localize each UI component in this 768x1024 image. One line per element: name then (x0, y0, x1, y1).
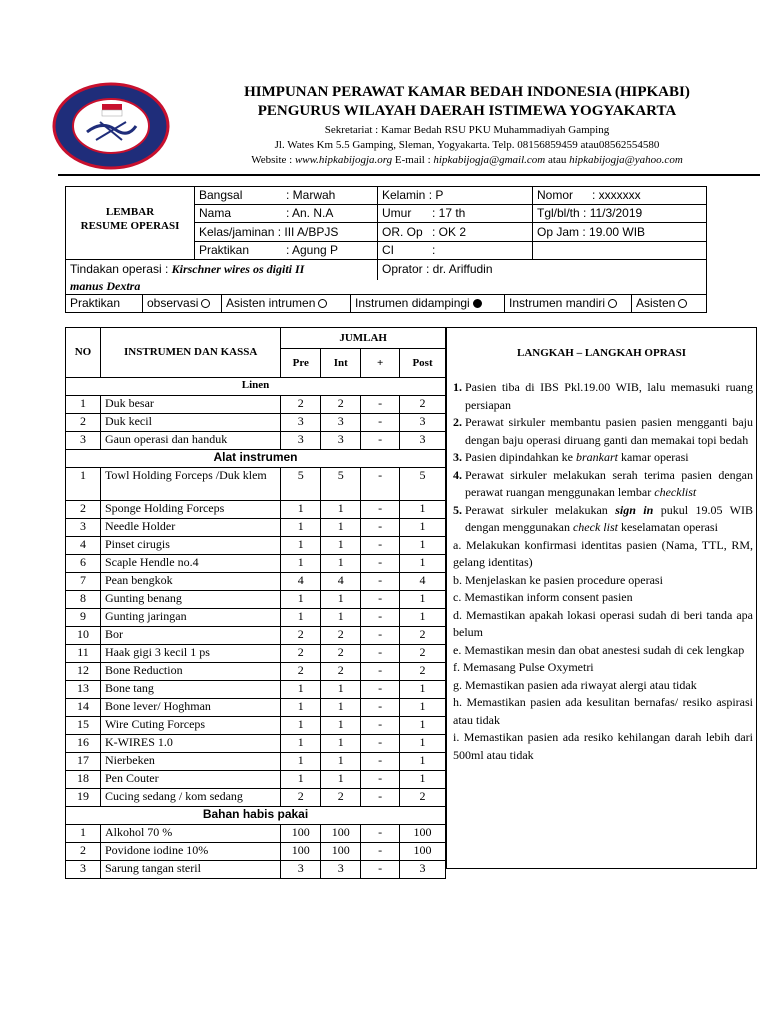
row-plus: - (361, 591, 400, 609)
row-pre: 1 (281, 717, 321, 735)
row-no: 3 (66, 432, 101, 450)
row-plus: - (361, 663, 400, 681)
row-int: 1 (321, 717, 361, 735)
steps-title: LANGKAH – LANGKAH OPRASI (517, 347, 686, 359)
step-number: 4. (453, 467, 462, 482)
row-no: 19 (66, 789, 101, 807)
row-post: 1 (400, 753, 446, 771)
nama-value: : An. N.A (286, 206, 334, 220)
row-no: 3 (66, 861, 101, 879)
row-pre: 1 (281, 609, 321, 627)
row-plus: - (361, 735, 400, 753)
step-item (453, 414, 753, 449)
row-post: 2 (400, 627, 446, 645)
row-plus: - (361, 501, 400, 519)
row-int: 100 (321, 843, 361, 861)
row-int: 1 (321, 501, 361, 519)
row-int: 3 (321, 414, 361, 432)
header-post: Post (400, 349, 446, 378)
row-pre: 1 (281, 537, 321, 555)
table-row (66, 771, 446, 789)
row-no: 16 (66, 735, 101, 753)
step-text (465, 502, 753, 537)
role-instrumen-didampingi[interactable] (355, 296, 482, 310)
step-text: Perawat sirkuler membantu pasien pasien mengganti baju dengan baju operasi diruang ganti dan memakai topi bedah (465, 415, 753, 447)
tindakan-label: Tindakan operasi : (70, 262, 172, 276)
row-pre: 100 (281, 825, 321, 843)
table-row (66, 519, 446, 537)
row-no: 12 (66, 663, 101, 681)
header-pre: Pre (281, 349, 321, 378)
praktikan-value: : Agung P (286, 243, 339, 257)
step-text (465, 449, 753, 467)
section-row (66, 807, 446, 825)
role-instrumen-mandiri-label: Instrumen mandiri (509, 296, 606, 310)
role-asisten[interactable] (636, 296, 687, 310)
row-no: 2 (66, 414, 101, 432)
radio-off-icon[interactable] (608, 299, 617, 308)
step-item (453, 449, 753, 467)
step-text-a: Perawat sirkuler melakukan (465, 502, 616, 517)
row-item: Nierbeken (100, 753, 280, 771)
row-no: 11 (66, 645, 101, 663)
row-item: Bone Reduction (100, 663, 280, 681)
kelamin: Kelamin : P (382, 188, 444, 202)
steps-list (453, 379, 753, 764)
radio-on-icon[interactable] (473, 299, 482, 308)
row-plus: - (361, 843, 400, 861)
row-post: 1 (400, 537, 446, 555)
row-item: Towl Holding Forceps /Duk klem (100, 468, 280, 501)
row-item: Gaun operasi dan handuk (100, 432, 280, 450)
table-row (66, 825, 446, 843)
patient-info-table (65, 186, 707, 313)
row-post: 100 (400, 825, 446, 843)
row-pre: 1 (281, 771, 321, 789)
row-pre: 1 (281, 735, 321, 753)
row-no: 15 (66, 717, 101, 735)
row-no: 17 (66, 753, 101, 771)
email-separator: atau (545, 154, 570, 166)
table-row (66, 591, 446, 609)
row-item: Pean bengkok (100, 573, 280, 591)
website-link[interactable]: www.hipkabijogja.org (294, 154, 393, 166)
row-plus: - (361, 414, 400, 432)
sub-step-item: b. Menjelaskan ke pasien procedure operasi (453, 572, 663, 587)
form-title-2: RESUME OPERASI (80, 220, 180, 232)
row-int: 1 (321, 591, 361, 609)
role-observasi[interactable] (147, 296, 210, 310)
row-no: 4 (66, 537, 101, 555)
radio-off-icon[interactable] (318, 299, 327, 308)
row-int: 3 (321, 861, 361, 879)
instrument-table (65, 327, 446, 879)
row-no: 10 (66, 627, 101, 645)
row-post: 3 (400, 861, 446, 879)
row-pre: 3 (281, 432, 321, 450)
row-plus: - (361, 555, 400, 573)
umur-label: Umur (382, 206, 412, 220)
step-item (453, 379, 753, 414)
org-name: HIMPUNAN PERAWAT KAMAR BEDAH INDONESIA (HIPKABI) (244, 84, 690, 100)
row-pre: 2 (281, 627, 321, 645)
row-int: 2 (321, 396, 361, 414)
row-item: K-WIRES 1.0 (100, 735, 280, 753)
step-number: 3. (453, 450, 462, 464)
sub-step-item: c. Memastikan inform consent pasien (453, 590, 633, 604)
table-row (66, 555, 446, 573)
or-op-label: OR. Op (382, 225, 423, 239)
row-item: Pinset cirugis (100, 537, 280, 555)
role-asisten-instrumen[interactable] (226, 296, 327, 310)
steps-panel (446, 327, 757, 869)
row-post: 1 (400, 735, 446, 753)
row-post: 2 (400, 396, 446, 414)
step-text-b: pukul 19.05 WIB dengan menggunakan (465, 502, 754, 534)
row-item: Povidone iodine 10% (100, 843, 280, 861)
table-row (66, 699, 446, 717)
table-row (66, 573, 446, 591)
row-pre: 2 (281, 396, 321, 414)
role-praktikan: Praktikan (70, 296, 121, 310)
email-link-1[interactable]: hipkabijogja@gmail.com (433, 154, 546, 166)
row-item: Haak gigi 3 kecil 1 ps (100, 645, 280, 663)
row-plus: - (361, 573, 400, 591)
header-no: NO (66, 328, 101, 378)
row-pre: 2 (281, 789, 321, 807)
radio-off-icon[interactable] (678, 299, 687, 308)
table-row (66, 627, 446, 645)
row-int: 1 (321, 555, 361, 573)
row-item: Scaple Hendle no.4 (100, 555, 280, 573)
row-plus: - (361, 717, 400, 735)
step-text: Pasien tiba di IBS Pkl.19.00 WIB, lalu memasuki ruang persiapan (465, 380, 753, 412)
email-label: E-mail : (392, 154, 434, 166)
step-text-italic: check list (572, 520, 618, 534)
row-pre: 2 (281, 663, 321, 681)
section-title: Alat instrumen (66, 450, 446, 468)
step-text-a: Pasien dipindahkan ke (465, 450, 576, 464)
row-int: 5 (321, 468, 361, 501)
row-no: 2 (66, 501, 101, 519)
row-no: 1 (66, 825, 101, 843)
sub-step-item: i. Memastikan pasien ada resiko kehilangan darah lebih dari 500ml atau tidak (453, 730, 753, 762)
radio-off-icon[interactable] (201, 299, 210, 308)
row-plus: - (361, 396, 400, 414)
row-post: 1 (400, 771, 446, 789)
header-jumlah: JUMLAH (281, 328, 446, 349)
table-row (66, 645, 446, 663)
instrument-rows (66, 378, 446, 879)
row-plus: - (361, 789, 400, 807)
header-divider (58, 174, 760, 176)
row-post: 3 (400, 414, 446, 432)
row-plus: - (361, 609, 400, 627)
row-item: Pen Couter (100, 771, 280, 789)
row-int: 1 (321, 735, 361, 753)
tindakan-operasi (70, 261, 370, 295)
praktikan-label: Praktikan (199, 243, 250, 257)
table-row (66, 861, 446, 879)
tindakan-value-1: Kirschner wires os digiti II (171, 262, 305, 276)
row-plus: - (361, 468, 400, 501)
bangsal-label: Bangsal (199, 188, 243, 202)
tindakan-value-2: manus Dextra (70, 279, 141, 293)
table-row (66, 432, 446, 450)
sub-step-item: h. Memastikan pasien ada kesulitan bernafas/ resiko aspirasi atau tidak (453, 695, 753, 727)
row-post: 3 (400, 432, 446, 450)
header-int: Int (321, 349, 361, 378)
sub-steps (453, 537, 753, 765)
step-number: 2. (453, 415, 462, 429)
row-item: Sponge Holding Forceps (100, 501, 280, 519)
email-link-2[interactable]: hipkabijogja@yahoo.com (569, 154, 683, 166)
row-int: 1 (321, 681, 361, 699)
row-plus: - (361, 771, 400, 789)
row-plus: - (361, 645, 400, 663)
row-pre: 1 (281, 501, 321, 519)
role-instrumen-mandiri[interactable] (509, 296, 617, 310)
step-item (453, 502, 753, 537)
role-asisten-label: Asisten (636, 296, 676, 310)
row-item: Bone tang (100, 681, 280, 699)
row-post: 5 (400, 468, 446, 501)
row-no: 6 (66, 555, 101, 573)
row-item: Alkohol 70 % (100, 825, 280, 843)
row-int: 1 (321, 771, 361, 789)
secretariat: Sekretariat : Kamar Bedah RSU PKU Muhammadiyah Gamping (324, 124, 610, 136)
row-post: 1 (400, 555, 446, 573)
row-no: 9 (66, 609, 101, 627)
row-no: 13 (66, 681, 101, 699)
row-post: 2 (400, 789, 446, 807)
hipkabi-logo (52, 82, 170, 170)
address: Jl. Wates Km 5.5 Gamping, Sleman, Yogyakarta. Telp. 08156859459 atau08562554580 (274, 139, 660, 151)
row-int: 2 (321, 627, 361, 645)
row-post: 1 (400, 591, 446, 609)
row-item: Needle Holder (100, 519, 280, 537)
step-text (465, 467, 753, 502)
form-title (66, 205, 194, 233)
row-pre: 3 (281, 414, 321, 432)
row-post: 1 (400, 681, 446, 699)
sub-step-item: g. Memastikan pasien ada riwayat alergi atau tidak (453, 677, 697, 692)
table-row (66, 735, 446, 753)
table-row (66, 396, 446, 414)
or-op-value: : OK 2 (432, 225, 467, 239)
contact-line (172, 154, 762, 166)
row-post: 2 (400, 663, 446, 681)
op-jam: Op Jam : 19.00 WIB (537, 225, 646, 239)
kelas-jaminan: Kelas/jaminan : III A/BPJS (199, 225, 339, 239)
row-plus: - (361, 753, 400, 771)
row-plus: - (361, 627, 400, 645)
step-text-c: keselamatan operasi (617, 520, 718, 534)
sub-step-item: e. Memastikan mesin dan obat anestesi sudah di cek lengkap (453, 642, 745, 657)
row-pre: 5 (281, 468, 321, 501)
row-int: 3 (321, 432, 361, 450)
row-item: Gunting benang (100, 591, 280, 609)
sub-step-item: f. Memasang Pulse Oxymetri (453, 660, 594, 674)
row-no: 1 (66, 468, 101, 501)
row-item: Bor (100, 627, 280, 645)
step-text-italic: checklist (654, 485, 697, 499)
nomor-label: Nomor (537, 188, 574, 202)
row-plus: - (361, 825, 400, 843)
row-pre: 4 (281, 573, 321, 591)
step-number: 5. (453, 502, 462, 517)
row-no: 8 (66, 591, 101, 609)
step-text-a: Perawat sirkuler melakukan serah terima pasien dengan perawat ruangan menggunakan lembar (465, 467, 753, 499)
ci-value: : (432, 243, 436, 257)
row-pre: 1 (281, 555, 321, 573)
sub-step-item: d. Memastikan apakah lokasi operasi sudah di beri tanda apa belum (453, 607, 753, 639)
row-item: Bone lever/ Hoghman (100, 699, 280, 717)
row-item: Cucing sedang / kom sedang (100, 789, 280, 807)
table-row (66, 609, 446, 627)
nama-label: Nama (199, 206, 232, 220)
tanggal: Tgl/bl/th : 11/3/2019 (537, 206, 643, 220)
row-int: 2 (321, 789, 361, 807)
row-pre: 1 (281, 753, 321, 771)
table-row (66, 681, 446, 699)
row-item: Duk besar (100, 396, 280, 414)
ci-label: CI (382, 243, 394, 257)
row-int: 100 (321, 825, 361, 843)
header-item: INSTRUMEN DAN KASSA (100, 328, 280, 378)
row-plus: - (361, 861, 400, 879)
row-pre: 2 (281, 645, 321, 663)
row-int: 4 (321, 573, 361, 591)
operator: Oprator : dr. Ariffudin (382, 262, 493, 276)
step-number: 1. (453, 380, 462, 394)
row-plus: - (361, 699, 400, 717)
header-plus: + (361, 349, 400, 378)
row-item: Wire Cuting Forceps (100, 717, 280, 735)
form-title-1: LEMBAR (105, 206, 155, 218)
letterhead (0, 0, 768, 180)
org-region: PENGURUS WILAYAH DAERAH ISTIMEWA YOGYAKARTA (257, 103, 677, 119)
sub-step-item: a. Melakukan konfirmasi identitas pasien (Nama, TTL, RM, gelang identitas) (453, 537, 753, 569)
row-int: 2 (321, 645, 361, 663)
row-pre: 3 (281, 861, 321, 879)
step-text-bold-italic: sign in (615, 502, 654, 517)
row-pre: 1 (281, 699, 321, 717)
table-row (66, 663, 446, 681)
table-row (66, 789, 446, 807)
row-pre: 1 (281, 591, 321, 609)
section-title: Bahan habis pakai (66, 807, 446, 825)
row-pre: 1 (281, 519, 321, 537)
step-text-b: kamar operasi (617, 450, 689, 464)
nomor-value: : xxxxxxx (592, 188, 641, 202)
table-row (66, 753, 446, 771)
role-instrumen-didampingi-label: Instrumen didampingi (355, 296, 470, 310)
row-no: 1 (66, 396, 101, 414)
section-row (66, 450, 446, 468)
row-post: 2 (400, 645, 446, 663)
row-int: 1 (321, 537, 361, 555)
table-row (66, 501, 446, 519)
role-observasi-label: observasi (147, 296, 199, 310)
row-post: 1 (400, 699, 446, 717)
row-post: 1 (400, 717, 446, 735)
row-pre: 100 (281, 843, 321, 861)
row-post: 1 (400, 501, 446, 519)
row-int: 2 (321, 663, 361, 681)
step-item (453, 467, 753, 502)
step-text-italic: brankart (575, 450, 618, 464)
row-no: 18 (66, 771, 101, 789)
table-row (66, 414, 446, 432)
row-item: Duk kecil (100, 414, 280, 432)
row-plus: - (361, 681, 400, 699)
role-asisten-instrumen-label: Asisten intrumen (226, 296, 316, 310)
website-label: Website : (251, 154, 295, 166)
row-int: 1 (321, 699, 361, 717)
row-no: 14 (66, 699, 101, 717)
row-item: Gunting jaringan (100, 609, 280, 627)
row-int: 1 (321, 519, 361, 537)
table-row (66, 843, 446, 861)
row-no: 3 (66, 519, 101, 537)
section-title: Linen (66, 378, 446, 396)
row-plus: - (361, 537, 400, 555)
row-item: Sarung tangan steril (100, 861, 280, 879)
row-post: 100 (400, 843, 446, 861)
bangsal-value: : Marwah (286, 188, 336, 202)
table-row (66, 468, 446, 501)
table-row (66, 717, 446, 735)
row-plus: - (361, 432, 400, 450)
umur-value: : 17 th (432, 206, 466, 220)
row-int: 1 (321, 753, 361, 771)
section-row (66, 378, 446, 396)
row-pre: 1 (281, 681, 321, 699)
row-post: 1 (400, 519, 446, 537)
row-plus: - (361, 519, 400, 537)
row-int: 1 (321, 609, 361, 627)
row-post: 1 (400, 609, 446, 627)
row-post: 4 (400, 573, 446, 591)
table-row (66, 537, 446, 555)
row-no: 7 (66, 573, 101, 591)
row-no: 2 (66, 843, 101, 861)
